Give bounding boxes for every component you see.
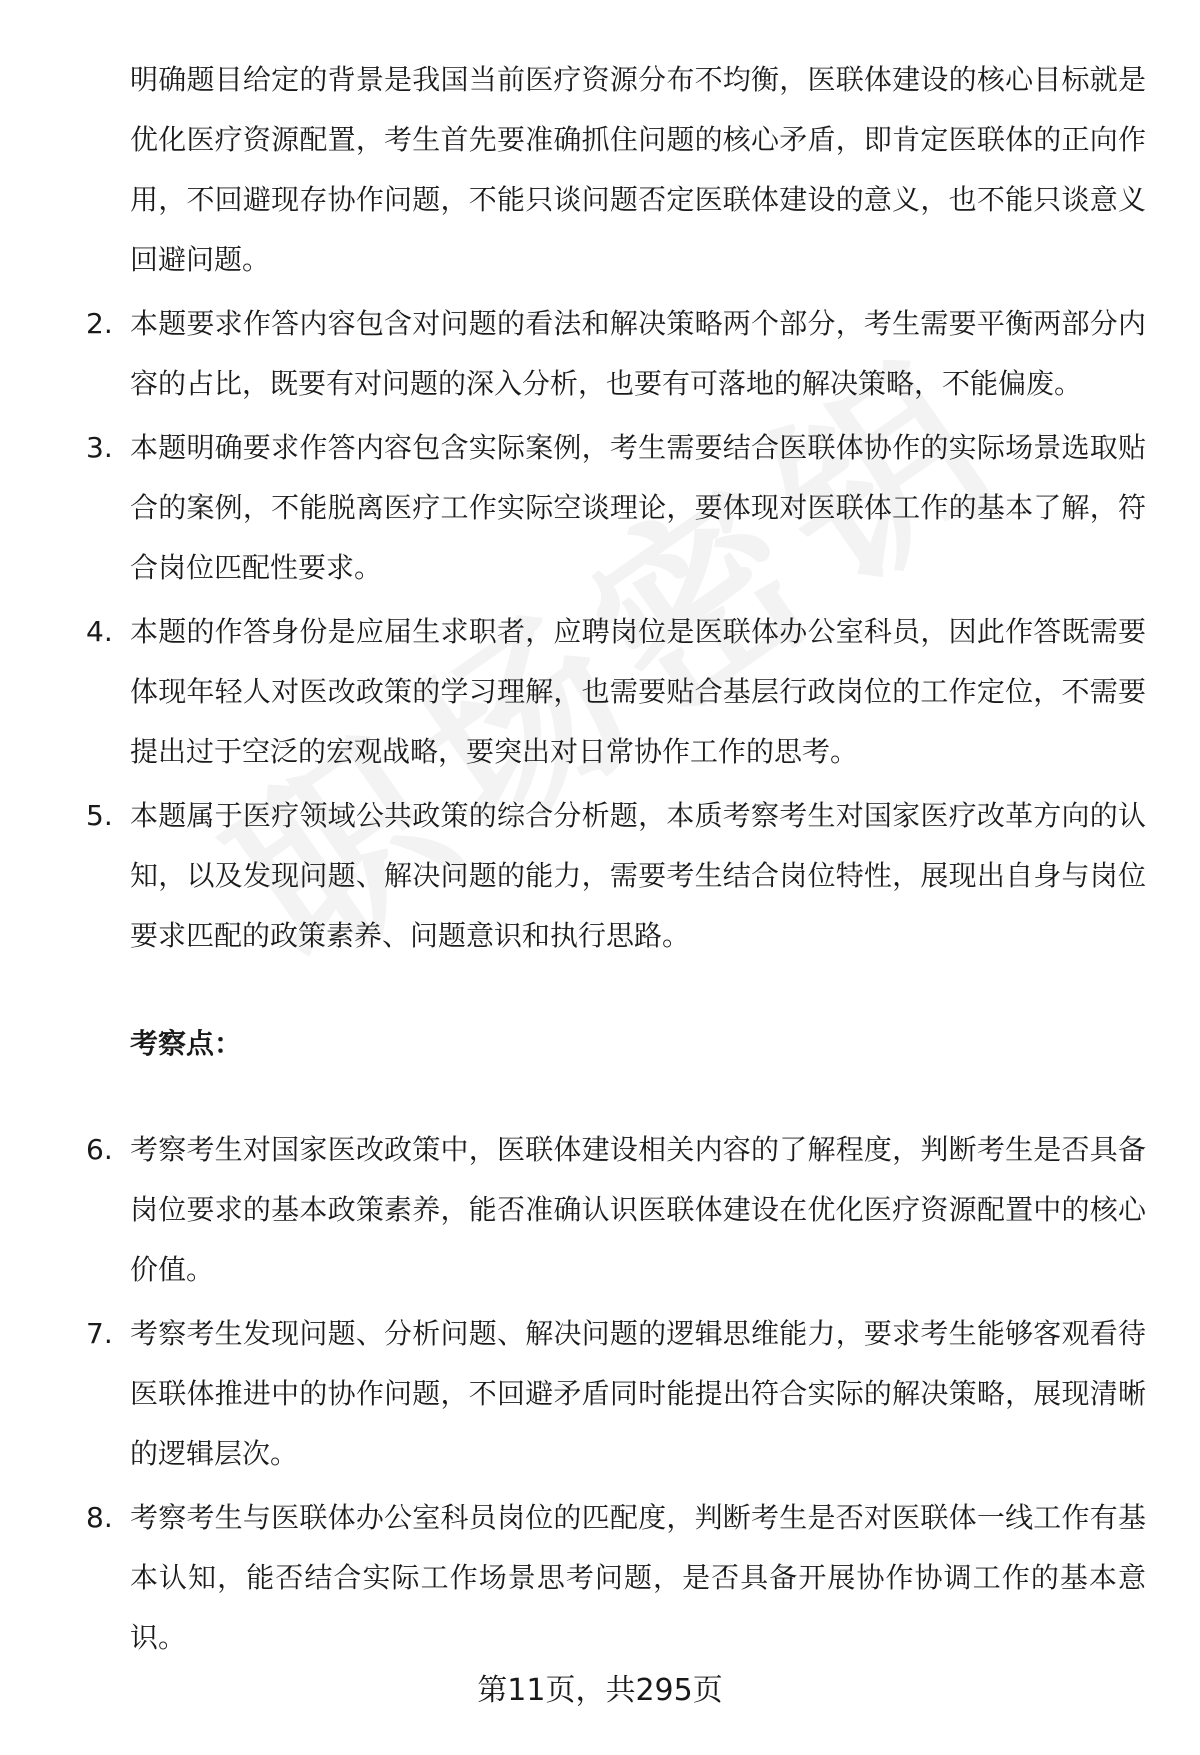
list-part-2 xyxy=(86,1120,1146,1668)
list-item-text: 本题要求作答内容包含对问题的看法和解决策略两个部分，考生需要平衡两部分内容的占比，既要有对问题的深入分析，也要有可落地的解决策略，不能偏废。 xyxy=(130,307,1146,400)
list-item-text: 本题明确要求作答内容包含实际案例，考生需要结合医联体协作的实际场景选取贴合的案例，不能脱离医疗工作实际空谈理论，要体现对医联体工作的基本了解，符合岗位匹配性要求。 xyxy=(130,431,1146,584)
section-title: 考察点： xyxy=(130,1027,243,1060)
list-item xyxy=(86,294,1146,414)
list-item-number: 5. xyxy=(86,799,113,832)
list-item xyxy=(86,1120,1146,1300)
list-item-text: 本题的作答身份是应届生求职者，应聘岗位是医联体办公室科员，因此作答既需要体现年轻人对医改政策的学习理解，也需要贴合基层行政岗位的工作定位，不需要提出过于空泛的宏观战略，要突出对日常协作工作的思考。 xyxy=(130,615,1146,768)
list-item-number: 8. xyxy=(86,1501,113,1534)
list-item xyxy=(86,1488,1146,1668)
list-item-number: 2. xyxy=(86,307,113,340)
list-item-number: 6. xyxy=(86,1133,113,1166)
document-body xyxy=(86,50,1146,1672)
list-item-text: 考察考生对国家医改政策中，医联体建设相关内容的了解程度，判断考生是否具备岗位要求的基本政策素养，能否准确认识医联体建设在优化医疗资源配置中的核心价值。 xyxy=(130,1133,1146,1286)
list-part-1 xyxy=(86,294,1146,966)
list-item-number: 3. xyxy=(86,431,113,464)
list-item-number: 4. xyxy=(86,615,113,648)
list-item-text: 考察考生与医联体办公室科员岗位的匹配度，判断考生是否对医联体一线工作有基本认知，能否结合实际工作场景思考问题，是否具备开展协作协调工作的基本意识。 xyxy=(130,1501,1146,1654)
list-item-number: 7. xyxy=(86,1317,113,1350)
page-number-footer: 第11页，共295页 xyxy=(477,1673,723,1708)
list-item xyxy=(86,1304,1146,1484)
list-item-text: 考察考生发现问题、分析问题、解决问题的逻辑思维能力，要求考生能够客观看待医联体推进中的协作问题，不回避矛盾同时能提出符合实际的解决策略，展现清晰的逻辑层次。 xyxy=(130,1317,1146,1470)
list-item xyxy=(86,418,1146,598)
intro-paragraph: 明确题目给定的背景是我国当前医疗资源分布不均衡，医联体建设的核心目标就是优化医疗资源配置，考生首先要准确抓住问题的核心矛盾，即肯定医联体的正向作用，不回避现存协作问题，不能只谈问题否定医联体建设的意义，也不能只谈意义回避问题。 xyxy=(130,63,1146,276)
list-item xyxy=(86,786,1146,966)
list-item-text: 本题属于医疗领域公共政策的综合分析题，本质考察考生对国家医疗改革方向的认知，以及发现问题、解决问题的能力，需要考生结合岗位特性，展现出自身与岗位要求匹配的政策素养、问题意识和执行思路。 xyxy=(130,799,1146,952)
list-item xyxy=(86,602,1146,782)
